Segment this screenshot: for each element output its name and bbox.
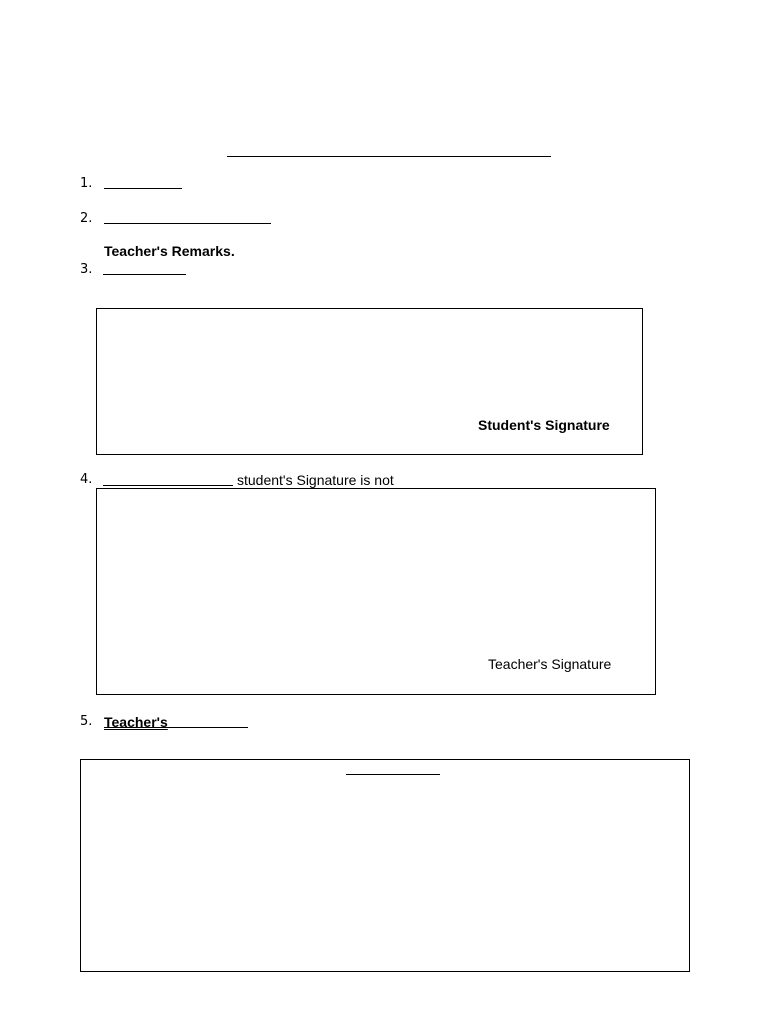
item-5-blank-line bbox=[104, 727, 248, 728]
bottom-box-title-blank-line bbox=[346, 774, 440, 775]
student-signature-box bbox=[96, 308, 643, 455]
item-3-number: 3. bbox=[80, 262, 93, 277]
item-4-blank-line bbox=[103, 485, 233, 486]
teacher-signature-label: Teacher's Signature bbox=[488, 656, 612, 672]
bottom-box bbox=[80, 759, 690, 972]
item-2-number: 2. bbox=[80, 211, 93, 226]
item-5-number: 5. bbox=[80, 714, 93, 729]
item-4-number: 4. bbox=[80, 472, 93, 487]
teacher-signature-box bbox=[96, 488, 656, 695]
item-1-number: 1. bbox=[80, 176, 93, 191]
item-1-blank-line bbox=[104, 188, 182, 189]
item-5-text: Teacher's bbox=[104, 714, 168, 730]
item-4-text: student's Signature is not bbox=[237, 472, 394, 488]
item-3-blank-line bbox=[103, 274, 186, 275]
item-2-blank-line bbox=[104, 223, 271, 224]
student-signature-label: Student's Signature bbox=[478, 417, 610, 433]
title-blank-line bbox=[227, 156, 551, 157]
teachers-remarks-heading: Teacher's Remarks. bbox=[104, 243, 235, 259]
